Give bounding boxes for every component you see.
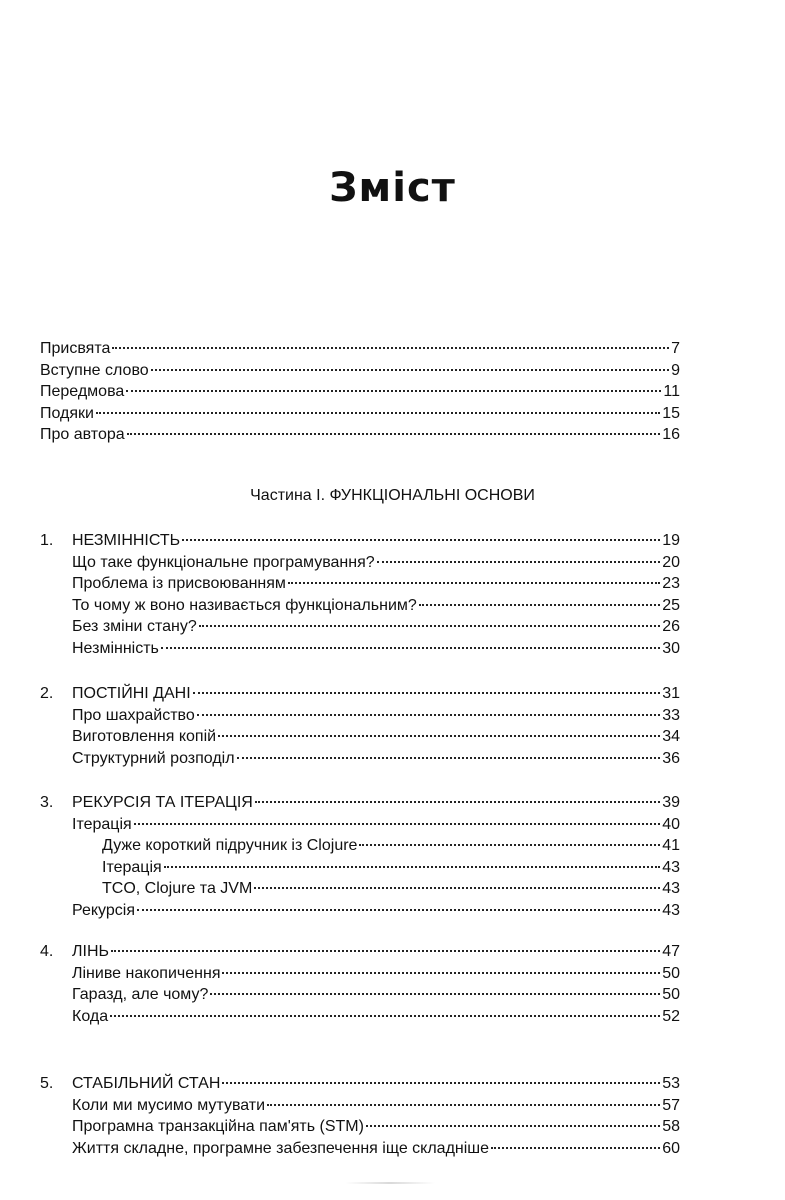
toc-entry-title: Життя складне, програмне забезпечення іще складніше	[72, 1139, 490, 1157]
page-number: 47	[662, 943, 680, 960]
toc-entry-title: ПОСТІЙНІ ДАНІ	[72, 685, 191, 702]
dot-leader	[134, 823, 661, 825]
toc-entry-title: Ітерація	[102, 858, 162, 876]
toc-entry	[40, 835, 680, 857]
dot-leader	[210, 993, 660, 995]
dot-leader	[96, 412, 660, 414]
toc-entry-title: Коли ми мусимо мутувати	[72, 1096, 266, 1114]
chapter-number: 4.	[40, 943, 54, 960]
dot-leader	[366, 1125, 660, 1127]
toc-entry	[40, 984, 680, 1006]
dot-leader	[126, 390, 661, 392]
page-number: 52	[662, 1007, 680, 1025]
toc-entry	[40, 941, 680, 963]
dot-leader	[255, 801, 660, 803]
dot-leader	[137, 909, 660, 911]
dot-leader	[288, 582, 660, 584]
toc-entry-title: Подяки	[40, 404, 94, 422]
toc-entry	[40, 1095, 680, 1117]
toc-entry	[40, 403, 680, 425]
front-matter-list	[40, 338, 680, 446]
toc-entry	[40, 748, 680, 770]
toc-entry	[40, 530, 680, 552]
page-number: 50	[662, 986, 680, 1003]
dot-leader	[164, 866, 661, 868]
page-number: 57	[662, 1096, 680, 1114]
page-number: 31	[662, 685, 680, 702]
page-number: 36	[662, 749, 680, 767]
toc-entry	[40, 1138, 680, 1160]
dot-leader	[182, 539, 660, 541]
chapter-number: 3.	[40, 794, 54, 811]
page-title: Зміст	[329, 165, 456, 211]
toc-entry	[40, 683, 680, 705]
toc-entry-title: Що таке функціональне програмування?	[72, 553, 375, 571]
toc-entry-title: Гаразд, але чому?	[72, 986, 209, 1003]
page-number: 30	[662, 639, 680, 657]
page-number: 40	[662, 815, 680, 833]
toc-entry	[40, 616, 680, 638]
toc-entry-title: ЛІНЬ	[72, 943, 109, 960]
chapter-block	[40, 941, 680, 1027]
dot-leader	[491, 1147, 660, 1149]
dot-leader	[199, 625, 660, 627]
page-number: 50	[662, 964, 680, 982]
dot-leader	[222, 972, 660, 974]
page-number: 43	[662, 880, 680, 897]
toc-entry-title: Незмінність	[72, 639, 159, 657]
dot-leader	[359, 844, 660, 846]
toc-entry	[40, 726, 680, 748]
chapter-number: 5.	[40, 1075, 54, 1092]
chapter-block	[40, 683, 680, 769]
dot-leader	[419, 604, 660, 606]
toc-entry	[40, 878, 680, 900]
toc-entry-title: TCO, Clojure та JVM	[102, 880, 253, 897]
dot-leader	[197, 714, 660, 716]
page-number: 9	[671, 361, 680, 379]
dot-leader	[222, 1082, 660, 1084]
toc-entry	[40, 360, 680, 382]
toc-entry	[40, 705, 680, 727]
page-number: 19	[662, 532, 680, 549]
toc-entry-title: Присвята	[40, 340, 111, 357]
toc-entry	[40, 424, 680, 446]
toc-entry-title: Про автора	[40, 426, 125, 443]
dot-leader	[254, 887, 660, 889]
toc-entry	[40, 963, 680, 985]
toc-entry	[40, 573, 680, 595]
toc-entry	[40, 857, 680, 879]
toc-entry	[40, 595, 680, 617]
page-number: 41	[662, 837, 680, 854]
dot-leader	[151, 369, 669, 371]
page-number: 25	[662, 596, 680, 614]
toc-entry-title: Рекурсія	[72, 901, 135, 919]
scan-artifact	[345, 1182, 435, 1184]
dot-leader	[237, 757, 661, 759]
toc-entry-title: Проблема із присвоюванням	[72, 575, 286, 592]
toc-entry	[40, 1116, 680, 1138]
page-number: 11	[663, 383, 680, 400]
page-number: 58	[662, 1118, 680, 1135]
toc-entry-title: Дуже короткий підручник із Clojure	[102, 837, 358, 854]
toc-entry	[40, 381, 680, 403]
toc-entry-title: Без зміни стану?	[72, 618, 197, 635]
dot-leader	[127, 433, 661, 435]
toc-entry-title: Про шахрайство	[72, 706, 195, 724]
toc-entry-title: СТАБІЛЬНИЙ СТАН	[72, 1075, 221, 1092]
page-number: 20	[662, 553, 680, 571]
page-number: 43	[662, 901, 680, 919]
toc-entry	[40, 1073, 680, 1095]
toc-entry	[40, 552, 680, 574]
toc-entry	[40, 1006, 680, 1028]
page-number: 16	[662, 426, 680, 443]
page-number: 33	[662, 706, 680, 724]
toc-entry-title: Вступне слово	[40, 361, 149, 379]
toc-entry	[40, 900, 680, 922]
dot-leader	[161, 647, 660, 649]
toc-entry	[40, 638, 680, 660]
toc-entry-title: Передмова	[40, 383, 125, 400]
chapter-block	[40, 792, 680, 921]
page-number: 26	[662, 618, 680, 635]
dot-leader	[377, 561, 661, 563]
chapter-block	[40, 530, 680, 659]
toc-entry-title: Структурний розподіл	[72, 749, 235, 767]
page-number: 23	[662, 575, 680, 592]
dot-leader	[111, 950, 660, 952]
dot-leader	[112, 347, 669, 349]
dot-leader	[267, 1104, 660, 1106]
toc-entry-title: То чому ж воно називається функціональним?	[72, 596, 417, 614]
toc-entry-title: Виготовлення копій	[72, 728, 217, 745]
page-number: 34	[662, 728, 680, 745]
toc-entry-title: Програмна транзакційна пам'ять (STM)	[72, 1118, 364, 1135]
page-number: 53	[662, 1075, 680, 1092]
page-number: 43	[662, 858, 680, 876]
toc-entry-title: Ітерація	[72, 815, 132, 833]
toc-entry	[40, 338, 680, 360]
page-number: 7	[671, 340, 680, 357]
chapter-number: 1.	[40, 532, 54, 549]
chapter-block	[40, 1073, 680, 1159]
dot-leader	[218, 735, 660, 737]
toc-entry	[40, 792, 680, 814]
toc-entry-title: Кода	[72, 1007, 109, 1025]
page-number: 15	[662, 404, 680, 422]
toc-entry	[40, 814, 680, 836]
toc-entry-title: НЕЗМІННІСТЬ	[72, 532, 181, 549]
dot-leader	[193, 692, 661, 694]
toc-entry-title: РЕКУРСІЯ ТА ІТЕРАЦІЯ	[72, 794, 253, 811]
dot-leader	[110, 1015, 660, 1017]
page-number: 39	[662, 794, 680, 811]
chapter-number: 2.	[40, 685, 54, 702]
toc-entry-title: Ліниве накопичення	[72, 964, 221, 982]
page-number: 60	[662, 1139, 680, 1157]
part-heading: Частина I. ФУНКЦІОНАЛЬНІ ОСНОВИ	[250, 487, 535, 504]
